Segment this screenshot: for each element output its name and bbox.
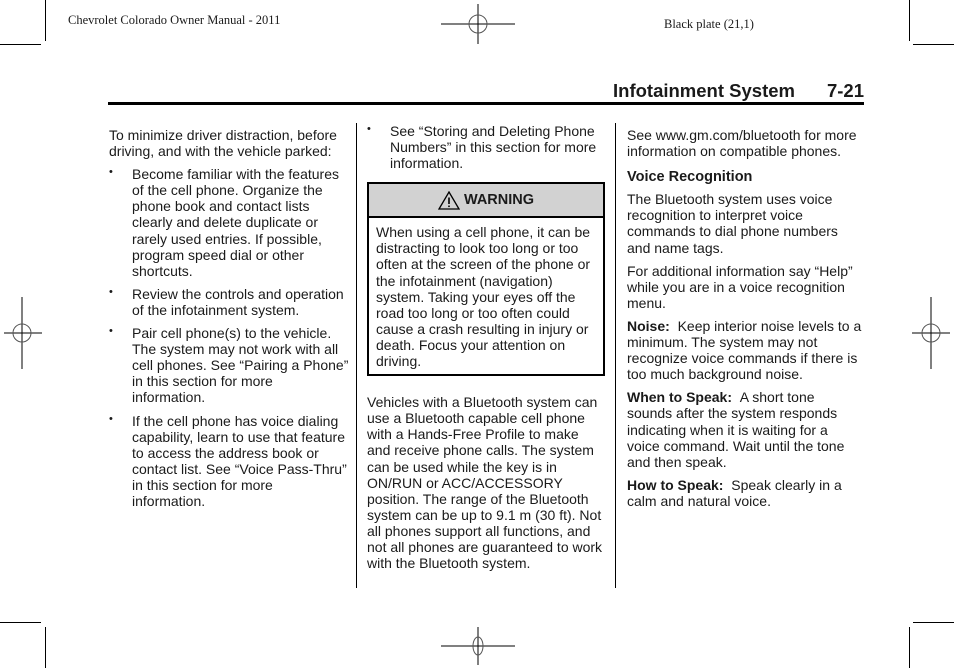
bullet-icon: •: [109, 412, 113, 425]
column-divider: [356, 123, 357, 588]
warning-title: WARNING: [463, 192, 535, 209]
page-number: 7-21: [826, 80, 864, 101]
crop-mark: [45, 0, 46, 41]
list-item: • See “Storing and Deleting Phone Numbers” in this section for more information.: [367, 123, 597, 172]
list-item: • Become familiar with the features of the cell phone. Organize the phone book and contact lists clearly and delete duplicate or rarely used entries. If possible, program speed dial or other shortcuts.: [109, 166, 339, 279]
warning-triangle-icon: [438, 191, 460, 210]
tip-when-to-speak: When to Speak: A short tone sounds after the system responds indicating when it is waiting for a voice command. Wait until the tone and then speak.: [627, 389, 845, 470]
paragraph: For additional information say “Help” while you are in a voice recognition menu.: [627, 262, 853, 311]
crop-mark: [45, 627, 46, 668]
column-3: [627, 127, 863, 516]
column-2: [367, 123, 605, 578]
bullet-icon: •: [367, 123, 371, 135]
tip-noise: Noise: Keep interior noise levels to a minimum. The system may not recognize voice commands if there is too much background noise.: [627, 317, 862, 383]
title-rule: [108, 102, 864, 105]
bullet-icon: •: [109, 325, 113, 338]
column-1: [109, 127, 349, 516]
paragraph: The Bluetooth system uses voice recognition to interpret voice commands to dial phone numbers and name tags.: [627, 191, 838, 256]
warning-body: When using a cell phone, it can be distracting to look too long or too often at the screen of the phone or the infotainment (navigation) system. Taking your eyes off the road too long or too often could cause a crash resulting in injury or death. Focus your attention on driving.: [376, 224, 591, 370]
intro-paragraph: To minimize driver distraction, before driving, and with the vehicle parked:: [109, 127, 337, 160]
registration-mark-icon: [441, 627, 515, 665]
crop-mark: [913, 622, 954, 623]
crop-mark: [0, 44, 41, 45]
list-item: • Pair cell phone(s) to the vehicle. The system may not work with all cell phones. See “Pairing a Phone” in this section for more information.: [109, 325, 349, 406]
column-divider: [615, 123, 616, 588]
warning-header: [369, 184, 603, 218]
crop-mark: [913, 44, 954, 45]
warning-box: [367, 182, 605, 376]
bullet-icon: •: [109, 285, 113, 298]
plate-label: Black plate (21,1): [664, 17, 754, 31]
crop-mark: [909, 627, 910, 668]
bullet-icon: •: [109, 166, 113, 179]
list-item: • Review the controls and operation of the infotainment system.: [109, 285, 344, 318]
crop-mark: [909, 0, 910, 41]
section-title: Infotainment System: [613, 80, 795, 101]
manual-title: Chevrolet Colorado Owner Manual - 2011: [68, 13, 281, 27]
page-title-text: [613, 80, 864, 102]
registration-mark-icon: [441, 4, 515, 44]
bluetooth-paragraph: Vehicles with a Bluetooth system can use a Bluetooth capable cell phone with a Hands-Free Profile to make and receive phone calls. The system can be used while the key is in ON/RUN or ACC/ACCESSORY position. The range of the Bluetooth system can be up to 9.1 m (30 ft). Not all phones support all functions, and not all phones are guaranteed to work with the Bluetooth system.: [367, 394, 603, 572]
section-heading: Voice Recognition: [627, 169, 753, 186]
tip-how-to-speak: How to Speak: Speak clearly in a calm and natural voice.: [627, 476, 842, 509]
list-item: • If the cell phone has voice dialing capability, learn to use that feature to access the address book or contact list. See “Voice Pass-Thru” in this section for more information.: [109, 412, 347, 509]
crop-mark: [0, 622, 41, 623]
intro-paragraph: See www.gm.com/bluetooth for more information on compatible phones.: [627, 127, 857, 160]
page-title: [108, 80, 864, 104]
registration-mark-icon: [912, 297, 950, 369]
registration-mark-icon: [4, 297, 42, 369]
